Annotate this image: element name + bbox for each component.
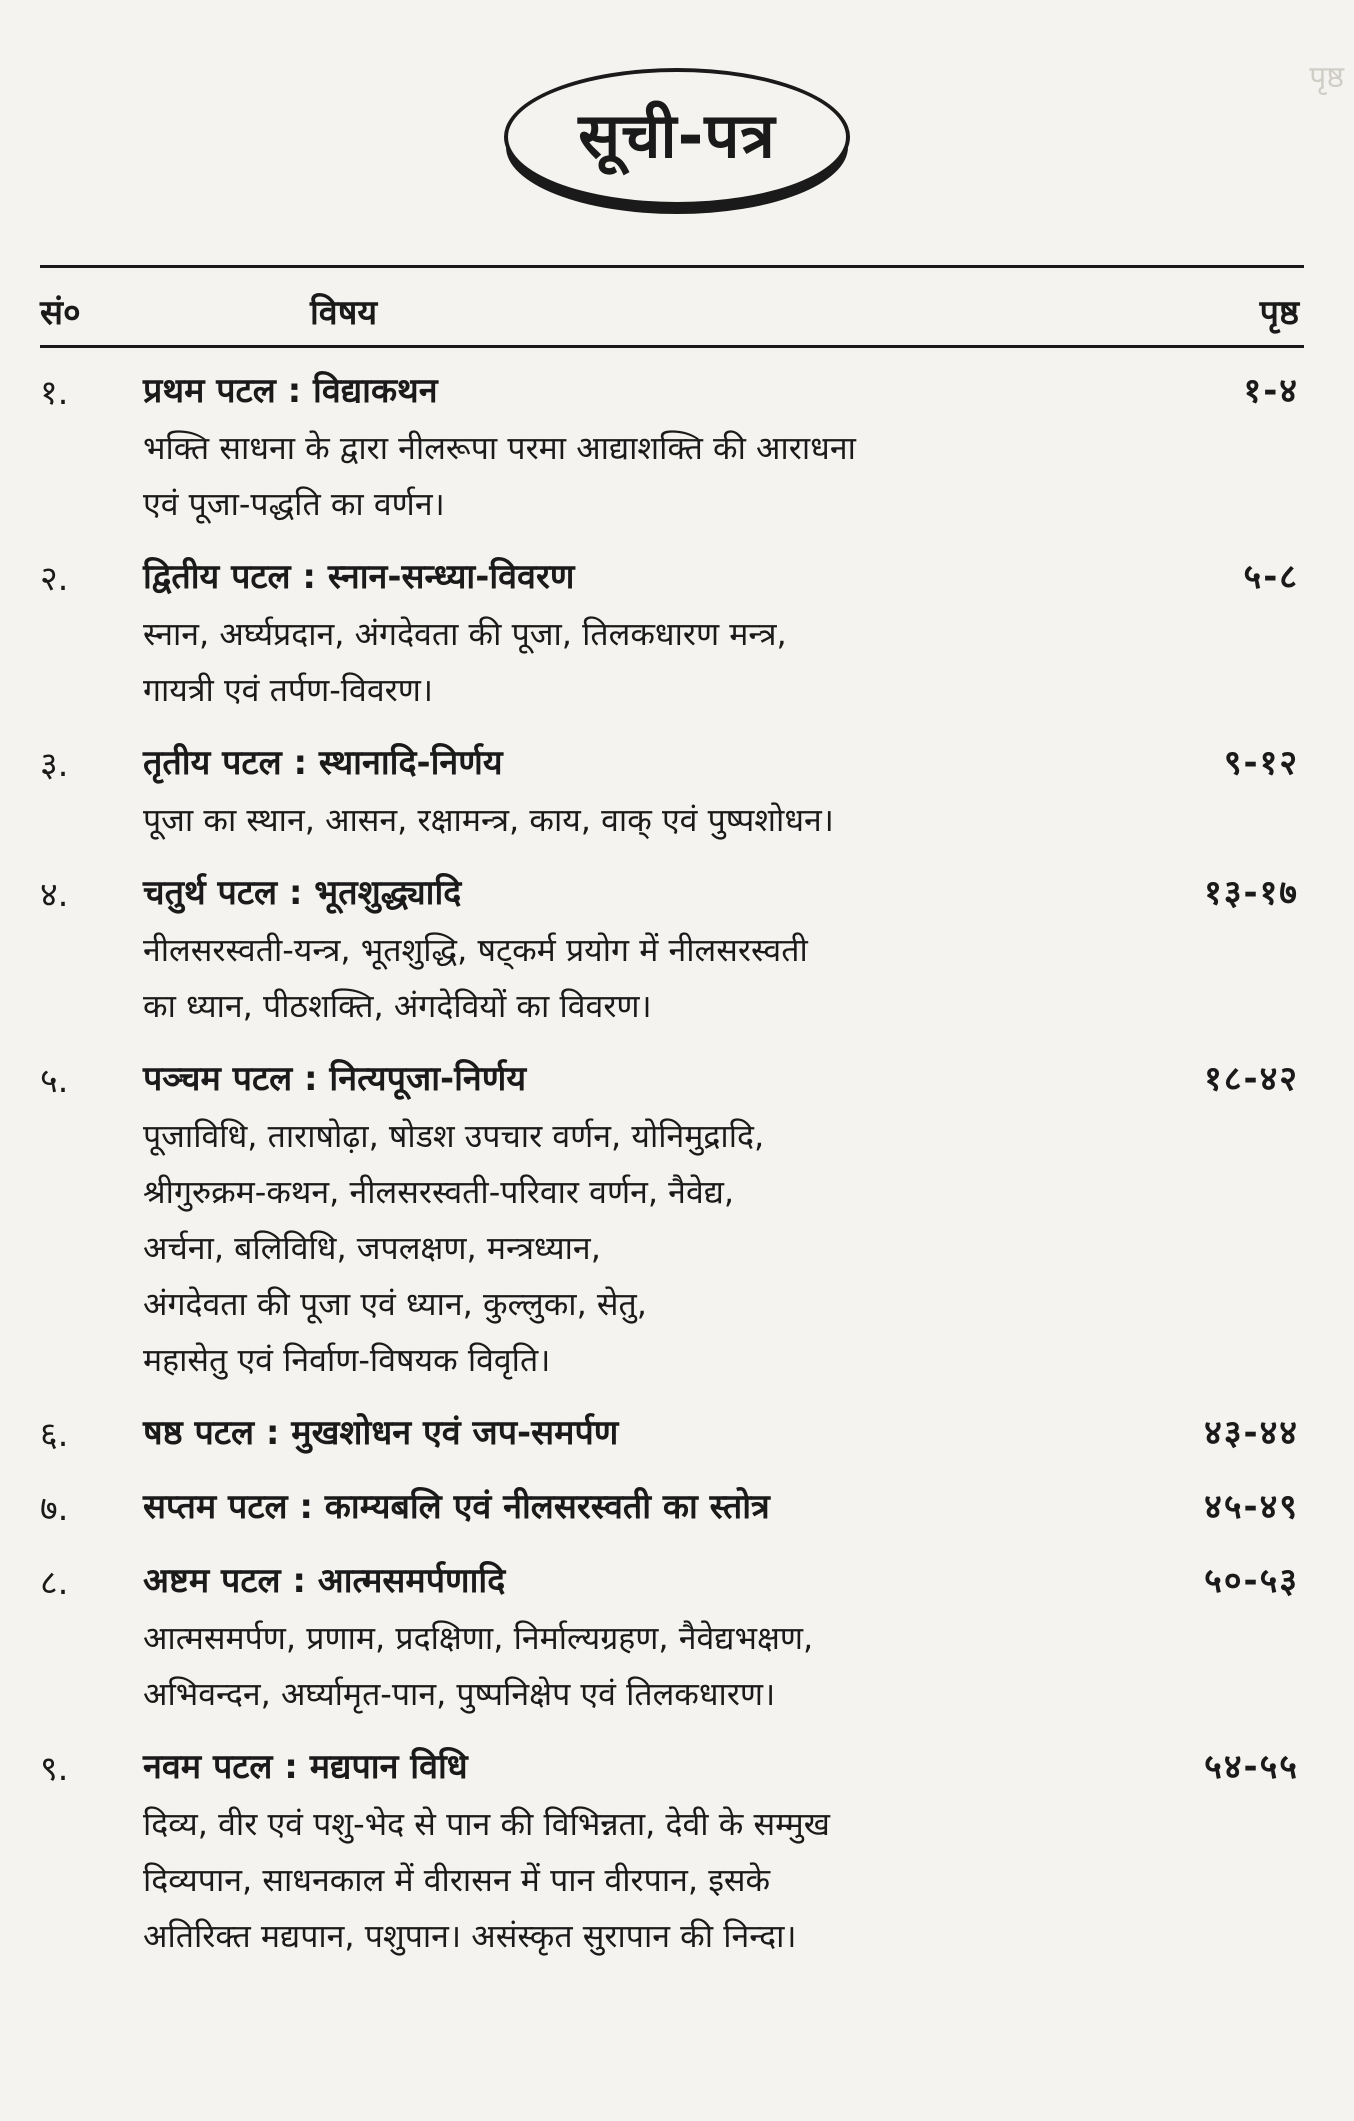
entry-description-line: भक्ति साधना के द्वारा नीलरूपा परमा आद्याशक्ति की आराधना bbox=[143, 429, 856, 467]
entry-description bbox=[0, 792, 1354, 848]
entry-number: ३. bbox=[40, 745, 69, 785]
entry-description-line: नीलसरस्वती-यन्त्र, भूतशुद्धि, षट्कर्म प्रयोग में नीलसरस्वती bbox=[143, 931, 808, 969]
entry-description bbox=[0, 1610, 1354, 1722]
entry-description-line: स्नान, अर्घ्यप्रदान, अंगदेवता की पूजा, तिलकधारण मन्त्र, bbox=[143, 615, 787, 653]
entry-number: १. bbox=[40, 373, 69, 413]
entry-description-line: एवं पूजा-पद्धति का वर्णन। bbox=[143, 485, 445, 523]
contents-entry bbox=[0, 862, 1354, 1034]
entry-heading-row bbox=[0, 862, 1354, 922]
entry-title: नवम पटल : मद्यपान विधि bbox=[143, 1747, 468, 1787]
entry-title: तृतीय पटल : स्थानादि-निर्णय bbox=[143, 743, 503, 783]
entry-description-line: अभिवन्दन, अर्घ्यामृत-पान, पुष्पनिक्षेप एवं तिलकधारण। bbox=[143, 1675, 776, 1713]
entry-title: चतुर्थ पटल : भूतशुद्ध्यादि bbox=[143, 873, 462, 913]
entry-number: ८. bbox=[40, 1563, 69, 1603]
entry-heading-row bbox=[0, 1048, 1354, 1108]
column-header-number: सं० bbox=[40, 293, 81, 333]
entry-page-range: ५४-५५ bbox=[1204, 1747, 1299, 1787]
entry-title: सप्तम पटल : काम्यबलि एवं नीलसरस्वती का स्तोत्र bbox=[143, 1487, 770, 1527]
entry-number: ४. bbox=[40, 875, 69, 915]
entry-description-line: पूजाविधि, ताराषोढ़ा, षोडश उपचार वर्णन, योनिमुद्रादि, bbox=[143, 1117, 765, 1155]
entry-page-range: ४३-४४ bbox=[1204, 1413, 1299, 1453]
entry-description-line: दिव्यपान, साधनकाल में वीरासन में पान वीरपान, इसके bbox=[143, 1861, 771, 1899]
entry-description-line: दिव्य, वीर एवं पशु-भेद से पान की विभिन्नता, देवी के सम्मुख bbox=[143, 1805, 830, 1843]
entry-heading-row bbox=[0, 1476, 1354, 1536]
bleed-through-text: पृष्ठ bbox=[1309, 60, 1344, 95]
page-title: सूची-पत्र bbox=[504, 68, 850, 206]
contents-entry bbox=[0, 1048, 1354, 1388]
entry-heading-row bbox=[0, 546, 1354, 606]
entry-number: २. bbox=[40, 559, 69, 599]
entry-number: ९. bbox=[40, 1749, 69, 1789]
entry-number: ६. bbox=[40, 1415, 69, 1455]
entry-heading-row bbox=[0, 1550, 1354, 1610]
contents-entry bbox=[0, 1736, 1354, 1964]
entry-title: अष्टम पटल : आत्मसमर्पणादि bbox=[143, 1561, 506, 1601]
entry-page-range: १३-१७ bbox=[1204, 873, 1299, 913]
contents-entry bbox=[0, 546, 1354, 718]
entry-heading-row bbox=[0, 732, 1354, 792]
contents-entry bbox=[0, 1402, 1354, 1462]
entry-description bbox=[0, 606, 1354, 718]
contents-entry bbox=[0, 1476, 1354, 1536]
entry-description-line: महासेतु एवं निर्वाण-विषयक विवृति। bbox=[143, 1341, 551, 1379]
contents-list bbox=[0, 360, 1354, 1978]
entry-description-line: आत्मसमर्पण, प्रणाम, प्रदक्षिणा, निर्माल्यग्रहण, नैवेद्यभक्षण, bbox=[143, 1619, 814, 1657]
entry-description bbox=[0, 1796, 1354, 1964]
entry-page-range: ५-८ bbox=[1243, 557, 1299, 597]
column-header-page: पृष्ठ bbox=[1259, 293, 1299, 333]
entry-page-range: ९-१२ bbox=[1223, 743, 1299, 783]
entry-number: ७. bbox=[40, 1489, 69, 1529]
entry-description bbox=[0, 922, 1354, 1034]
entry-heading-row bbox=[0, 360, 1354, 420]
entry-title: पञ्चम पटल : नित्यपूजा-निर्णय bbox=[143, 1059, 527, 1099]
header-top-rule bbox=[40, 265, 1304, 268]
entry-title: षष्ठ पटल : मुखशोधन एवं जप-समर्पण bbox=[143, 1413, 619, 1453]
entry-description-line: अंगदेवता की पूजा एवं ध्यान, कुल्लुका, सेतु, bbox=[143, 1285, 647, 1323]
entry-description-line: का ध्यान, पीठशक्ति, अंगदेवियों का विवरण। bbox=[143, 987, 652, 1025]
entry-description-line: श्रीगुरुक्रम-कथन, नीलसरस्वती-परिवार वर्णन, नैवेद्य, bbox=[143, 1173, 735, 1211]
entry-description bbox=[0, 420, 1354, 532]
title-area bbox=[0, 68, 1354, 206]
entry-page-range: १८-४२ bbox=[1204, 1059, 1299, 1099]
entry-heading-row bbox=[0, 1736, 1354, 1796]
entry-description-line: गायत्री एवं तर्पण-विवरण। bbox=[143, 671, 433, 709]
contents-entry bbox=[0, 1550, 1354, 1722]
entry-heading-row bbox=[0, 1402, 1354, 1462]
entry-title: द्वितीय पटल : स्नान-सन्ध्या-विवरण bbox=[143, 557, 575, 597]
entry-page-range: १-४ bbox=[1243, 371, 1299, 411]
contents-entry bbox=[0, 732, 1354, 848]
entry-title: प्रथम पटल : विद्याकथन bbox=[143, 371, 438, 411]
entry-description-line: अर्चना, बलिविधि, जपलक्षण, मन्त्रध्यान, bbox=[143, 1229, 601, 1267]
entry-description-line: अतिरिक्त मद्यपान, पशुपान। असंस्कृत सुरापान की निन्दा। bbox=[143, 1917, 797, 1955]
entry-description bbox=[0, 1108, 1354, 1388]
contents-entry bbox=[0, 360, 1354, 532]
column-header-subject: विषय bbox=[310, 293, 378, 333]
entry-page-range: ५०-५३ bbox=[1204, 1561, 1299, 1601]
entry-page-range: ४५-४९ bbox=[1204, 1487, 1299, 1527]
entry-number: ५. bbox=[40, 1061, 69, 1101]
entry-description-line: पूजा का स्थान, आसन, रक्षामन्त्र, काय, वाक् एवं पुष्पशोधन। bbox=[143, 801, 834, 839]
header-bottom-rule bbox=[40, 345, 1304, 348]
